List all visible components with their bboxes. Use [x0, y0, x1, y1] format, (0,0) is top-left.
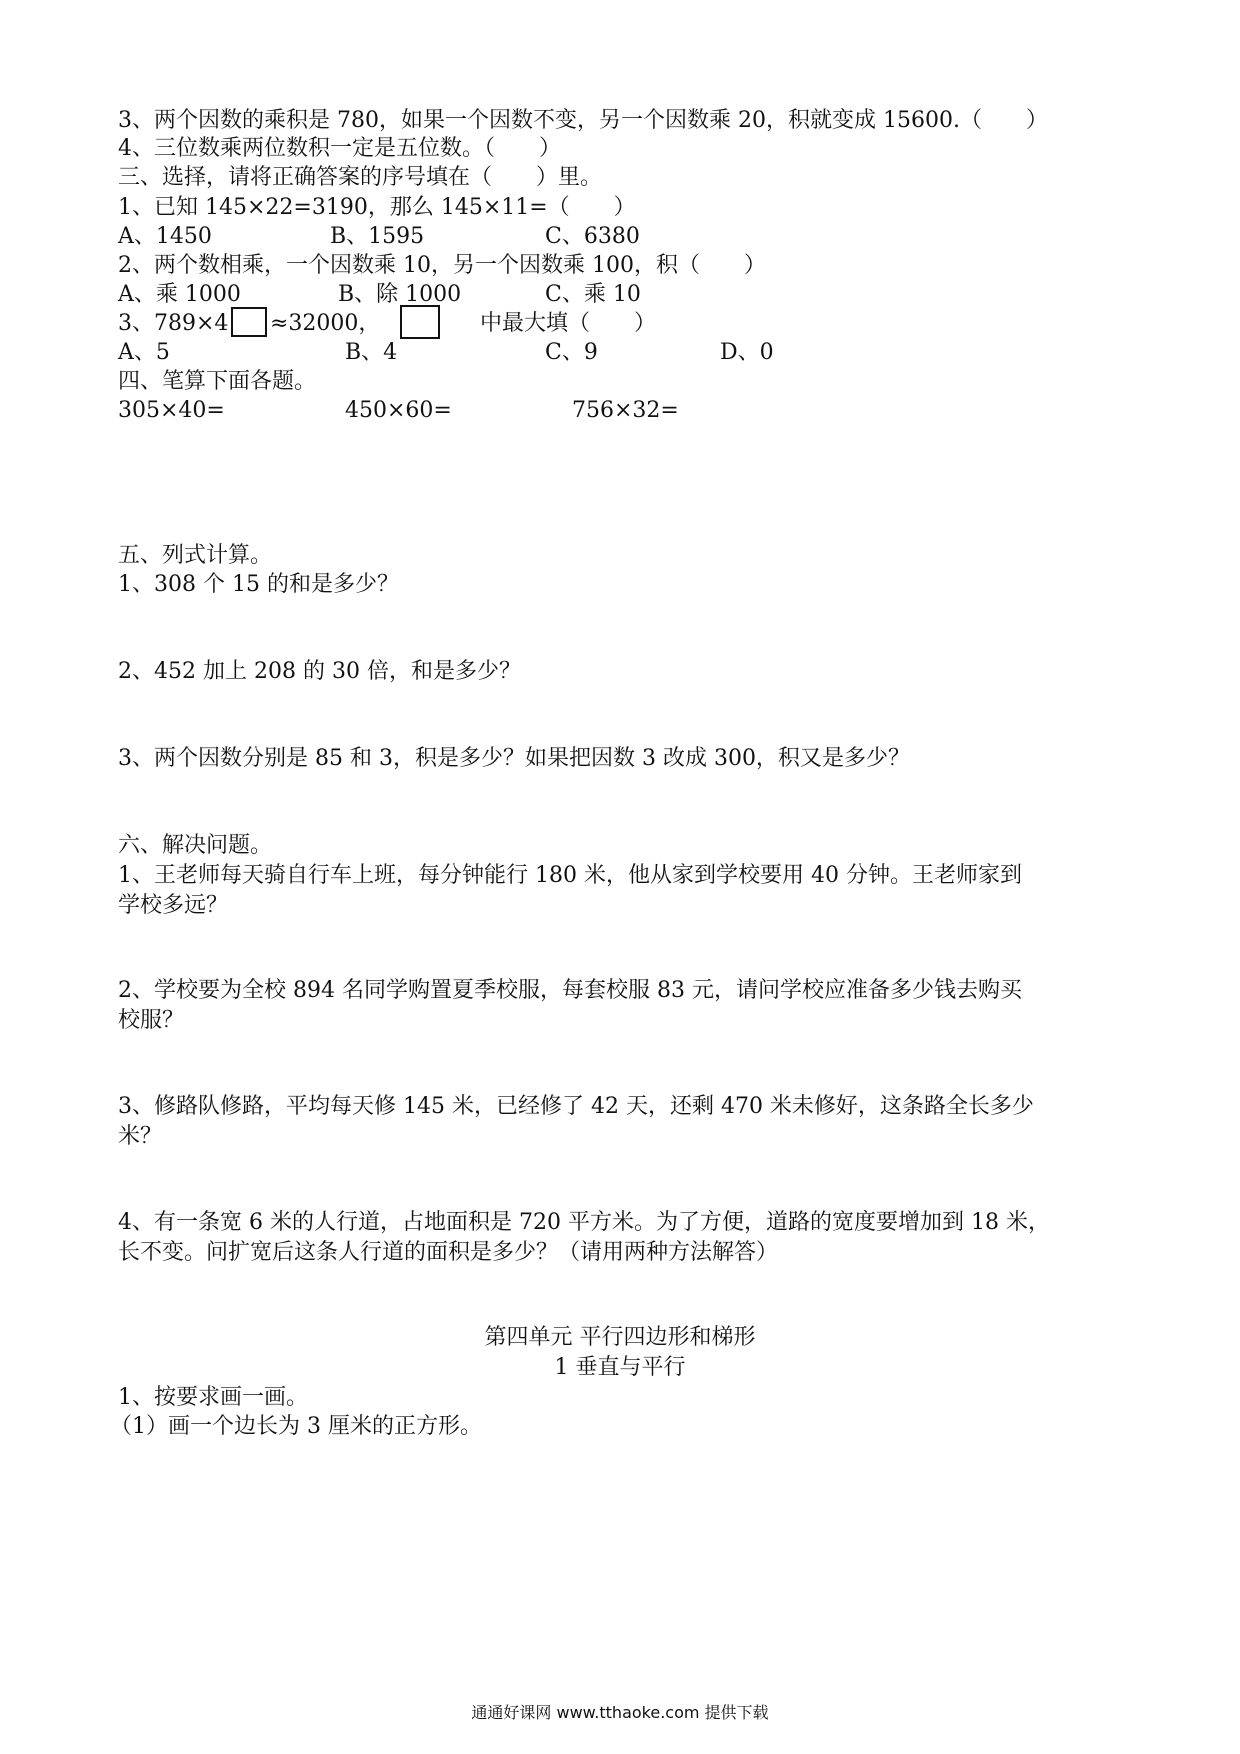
- section-written-title: 四、笔算下面各题。: [118, 369, 317, 394]
- unit-subtitle: 1 垂直与平行: [554, 1355, 686, 1380]
- solve-q2-line1: 2、学校要为全校 894 名同学购置夏季校服，每套校服 83 元，请问学校应准备多少钱去购买: [118, 978, 1022, 1003]
- section-solve-title: 六、解决问题。: [118, 833, 273, 858]
- unit-title: 第四单元 平行四边形和梯形: [484, 1325, 756, 1350]
- written-problem-3: 756×32=: [572, 398, 679, 423]
- solve-q1-line1: 1、王老师每天骑自行车上班，每分钟能行 180 米，他从家到学校要用 40 分钟。王老师家到: [118, 863, 1022, 888]
- solve-q2-line2: 校服？: [118, 1008, 185, 1033]
- blank-box-reference: [400, 305, 440, 339]
- footer-source: 通通好课网 www.tthaoke.com 提供下载: [471, 1703, 769, 1722]
- choice-q3-option-d: D、0: [720, 340, 774, 365]
- written-problem-2: 450×60=: [345, 398, 452, 423]
- choice-q3-option-a: A、5: [118, 340, 170, 365]
- judge-q4: 4、三位数乘两位数积一定是五位数。（ ）: [118, 136, 561, 161]
- solve-q4-line2: 长不变。问扩宽后这条人行道的面积是多少？（请用两种方法解答）: [118, 1240, 779, 1265]
- choice-q2-option-a: A、乘 1000: [118, 282, 241, 307]
- solve-q1-line2: 学校多远？: [118, 893, 229, 918]
- choice-q1: 1、已知 145×22=3190，那么 145×11=（ ）: [118, 195, 636, 220]
- blank-box: [231, 307, 267, 337]
- solve-q4-line1: 4、有一条宽 6 米的人行道，占地面积是 720 平方米。为了方便，道路的宽度要增加到 18 米，: [118, 1210, 1050, 1235]
- unit-q1-sub1: （1）画一个边长为 3 厘米的正方形。: [110, 1414, 482, 1439]
- judge-q3: 3、两个因数的乘积是 780，如果一个因数不变，另一个因数乘 20，积就变成 15600.（ ）: [118, 108, 1048, 133]
- choice-q1-option-c: C、6380: [545, 224, 640, 249]
- written-problem-1: 305×40=: [118, 398, 225, 423]
- choice-q3-mid: ≈32000，: [270, 311, 381, 336]
- choice-q3-suffix: 中最大填（ ）: [480, 311, 657, 336]
- solve-q3-line2: 米？: [118, 1124, 163, 1149]
- choice-q1-option-b: B、1595: [330, 224, 425, 249]
- section-choice-title: 三、选择，请将正确答案的序号填在（ ）里。: [118, 165, 603, 190]
- choice-q2: 2、两个数相乘，一个因数乘 10，另一个因数乘 100，积（ ）: [118, 253, 766, 278]
- solve-q3-line1: 3、修路队修路，平均每天修 145 米，已经修了 42 天，还剩 470 米未修好，这条路全长多少: [118, 1094, 1034, 1119]
- formula-q3: 3、两个因数分别是 85 和 3，积是多少？如果把因数 3 改成 300，积又是多少？: [118, 746, 910, 771]
- choice-q3-option-c: C、9: [545, 340, 598, 365]
- unit-q1: 1、按要求画一画。: [118, 1385, 308, 1410]
- choice-q3-option-b: B、4: [345, 340, 398, 365]
- formula-q1: 1、308 个 15 的和是多少？: [118, 572, 399, 597]
- section-formula-title: 五、列式计算。: [118, 543, 273, 568]
- choice-q2-option-b: B、除 1000: [338, 282, 462, 307]
- choice-q3-prefix: 3、789×4: [118, 311, 229, 336]
- choice-q2-option-c: C、乘 10: [545, 282, 641, 307]
- formula-q2: 2、452 加上 208 的 30 倍，和是多少？: [118, 659, 521, 684]
- choice-q1-option-a: A、1450: [118, 224, 212, 249]
